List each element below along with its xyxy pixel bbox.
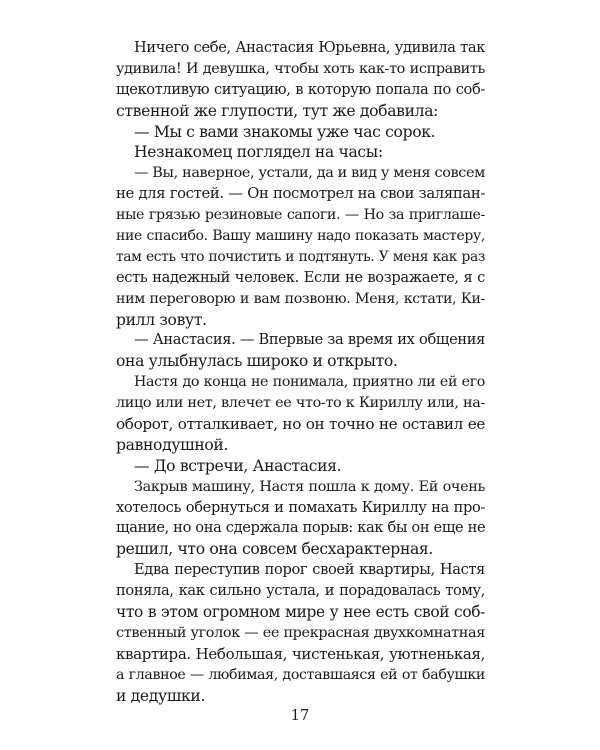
text-line: удивила! И девушка, чтобы хоть как-то исправить xyxy=(116,60,485,77)
text-line: ним переговорю и вам позвоню. Меня, кстати, Ки- xyxy=(116,290,485,307)
page-number: 17 xyxy=(290,708,310,724)
text-line: — Мы с вами знакомы уже час сорок. xyxy=(134,122,436,141)
text-line: Настя до конца не понимала, приятно ли ей его xyxy=(134,374,485,391)
body-text xyxy=(116,38,485,707)
text-line: поняла, как сильно устала, и порадовалась тому, xyxy=(116,582,485,600)
text-line: она улыбнулась широко и открыто. xyxy=(116,352,398,371)
text-line: Закрыв машину, Настя пошла к дому. Ей очень xyxy=(134,478,485,495)
text-line: там есть что почистить и подтянуть. У меня как раз xyxy=(116,248,485,265)
text-line: щание, но она сдержала порыв: как бы он еще не xyxy=(116,519,486,537)
text-line: — Вы, наверное, устали, да и вид у меня совсем xyxy=(134,165,485,182)
text-line: Ничего себе, Анастасия Юрьевна, удивила так xyxy=(134,39,485,56)
text-line: — Анастасия. — Впервые за время их общения xyxy=(134,331,485,349)
text-line: Незнакомец поглядел на часы: xyxy=(134,143,383,162)
text-line: решил, что она совсем бесхарактерная. xyxy=(116,540,434,559)
text-line: ственный уголок — ее прекрасная двухкомнатная xyxy=(116,624,485,641)
text-line: ственной же глупости, тут же добавила: xyxy=(116,101,439,120)
text-line: оборот, отталкивает, но он точно не оставил ее xyxy=(116,415,485,434)
text-line: рилл зовут. xyxy=(116,310,207,329)
text-line: и дедушки. xyxy=(116,686,206,705)
text-line: квартира. Небольшая, чистенькая, уютненькая, xyxy=(116,644,485,663)
text-line: щекотливую ситуацию, в которую попала по соб- xyxy=(116,80,485,98)
text-line: хотелось обернуться и помахать Кириллу на про- xyxy=(116,498,485,516)
text-line: лицо или нет, влечет ее что-то к Кириллу или, на- xyxy=(116,395,485,412)
text-line: равнодушной. xyxy=(116,435,229,454)
text-line: ние спасибо. Вашу машину надо показать мастеру, xyxy=(116,228,485,245)
text-line: что в этом огромном мире у нее есть свой соб- xyxy=(116,603,485,622)
text-line: Едва переступив порог своей квартиры, Настя xyxy=(134,561,485,579)
text-line: не для гостей. — Он посмотрел на свои заляпан- xyxy=(116,185,485,203)
text-line: а главное — любимая, доставшаяся ей от бабушки xyxy=(116,666,485,683)
text-line: — До встречи, Анастасия. xyxy=(134,456,342,475)
text-line: ные грязью резиновые сапоги. — Но за приглаше- xyxy=(116,207,485,224)
text-line: есть надежный человек. Если не возражаете, я с xyxy=(116,268,485,286)
